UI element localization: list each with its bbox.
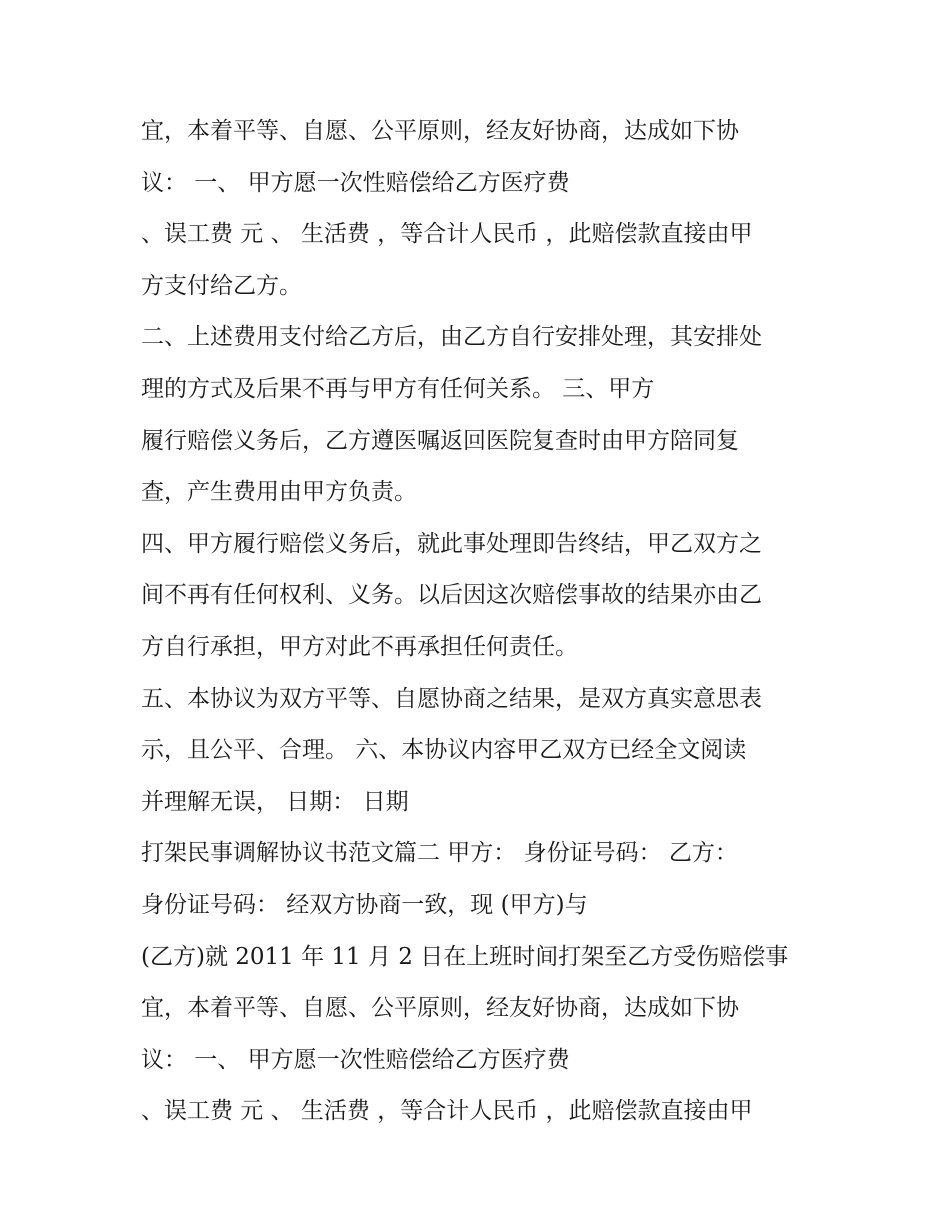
text-line: 方自行承担，甲方对此不再承担任何责任。 (141, 633, 578, 660)
text-line: 、误工费 元 、 生活费 ，等合计人民币 ，此赔偿款直接由甲 (141, 1098, 753, 1125)
text-line: 宜，本着平等、自愿、公平原则，经友好协商，达成如下协 (141, 118, 739, 144)
text-line: 议： 一、 甲方愿一次性赔偿给乙方医疗费 (141, 1046, 570, 1073)
text-line: 身份证号码： 经双方协商一致，现 (甲方)与 (141, 891, 588, 918)
text-line: 查，产生费用由甲方负责。 (141, 479, 417, 506)
text-line: 宜，本着平等、自愿、公平原则，经友好协商，达成如下协 (141, 995, 739, 1022)
text-line: 履行赔偿义务后，乙方遵医嘱返回医院复查时由甲方陪同复 (141, 427, 739, 454)
text-line: 、误工费 元 、 生活费 ，等合计人民币 ，此赔偿款直接由甲 (141, 221, 753, 248)
text-line: 方支付给乙方。 (141, 272, 302, 299)
text-line: 二、上述费用支付给乙方后，由乙方自行安排处理，其安排处 (141, 324, 762, 351)
text-line: 示，且公平、合理。 六、本协议内容甲乙双方已经全文阅读 (141, 737, 747, 764)
text-line: 间不再有任何权利、义务。以后因这次赔偿事故的结果亦由乙 (141, 582, 762, 609)
text-line: 并理解无误， 日期： 日期 (141, 788, 409, 815)
text-line: (乙方)就 2011 年 11 月 2 日在上班时间打架至乙方受伤赔偿事 (141, 943, 789, 970)
text-line: 打架民事调解协议书范文篇二 甲方： 身份证号码： 乙方： (141, 840, 738, 867)
text-line: 议： 一、 甲方愿一次性赔偿给乙方医疗费 (141, 169, 570, 196)
text-line: 五、本协议为双方平等、自愿协商之结果，是双方真实意思表 (141, 685, 762, 712)
document-body (141, 106, 831, 1138)
text-line: 四、甲方履行赔偿义务后，就此事处理即告终结，甲乙双方之 (141, 530, 762, 557)
text-line: 理的方式及后果不再与甲方有任何关系。 三、甲方 (141, 375, 655, 402)
